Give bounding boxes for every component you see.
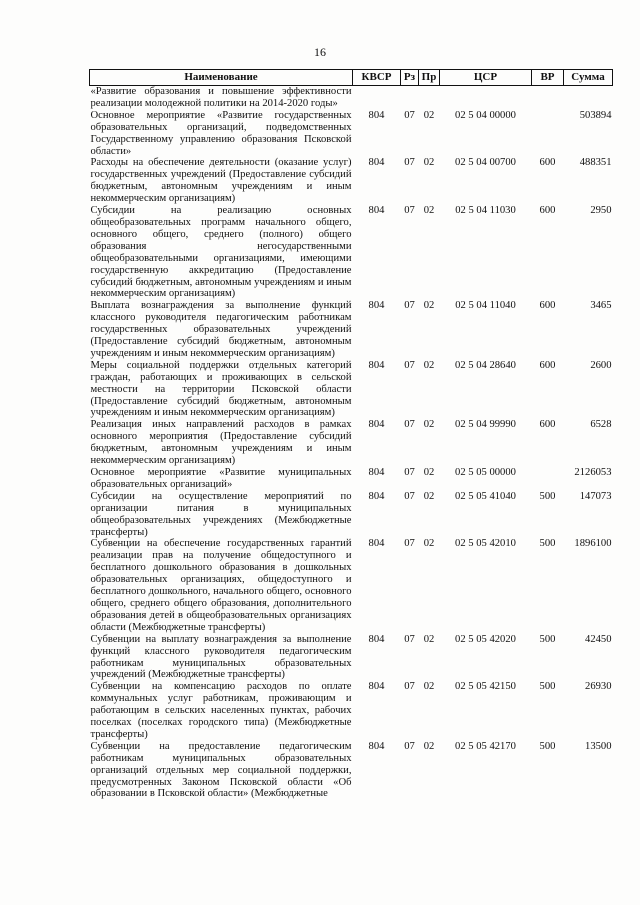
row-csr [440,86,532,110]
row-kvsr: 804 [368,205,385,217]
row-csr: 02 5 04 28640 [455,359,516,371]
row-pr: 02 [423,538,435,550]
table-row [90,205,613,300]
row-rz: 07 [404,467,415,478]
row-vr: 500 [539,681,556,693]
row-kvsr: 804 [368,681,385,693]
row-kvsr [353,86,401,110]
header-rz: Рз [401,70,419,86]
row-rz: 07 [404,109,415,121]
budget-table [89,69,613,800]
table-row [90,634,613,682]
row-sum: 42450 [585,633,612,645]
header-csr: ЦСР [440,70,532,86]
row-csr: 02 5 04 00000 [455,109,516,121]
row-vr: 600 [539,300,556,312]
row-pr: 02 [423,157,435,169]
row-csr: 02 5 04 99990 [455,419,516,431]
row-kvsr: 804 [368,419,385,431]
row-name: Реализация иных направлений расходов в рамках основного мероприятия (Предоставление субсидий бюджетным, автономным учреждениям и иным некоммерческим организациям) [90,419,352,467]
row-rz: 07 [404,205,415,217]
row-vr [532,86,564,110]
row-rz: 07 [404,681,415,693]
row-csr: 02 5 05 42010 [455,538,516,550]
row-csr: 02 5 04 11030 [455,205,516,217]
row-kvsr: 804 [368,359,385,371]
table-row [90,681,613,741]
row-vr [532,110,564,158]
row-sum: 2950 [590,205,612,217]
row-name: «Развитие образования и повышение эффективности реализации молодежной политики на 2014-2020 годы» [90,86,352,109]
row-name: Субвенции на обеспечение государственных гарантий реализации прав на получение общедоступного и бесплатного дошкольного образования в дошкольных образовательных организациях, общедоступного и бесплатного дошкольного, начального общего, основного общего, среднего общего образования, дополнительного образования детей в общеобразовательных организациях области (Межбюджетные трансферты) [90,538,352,633]
row-vr [532,467,564,491]
row-sum: 26930 [585,681,612,693]
row-sum: 1896100 [574,538,612,550]
row-csr: 02 5 05 42170 [455,740,516,752]
row-rz: 07 [404,157,415,169]
header-name: Наименование [90,70,353,86]
header-sum: Сумма [564,70,613,86]
row-vr: 600 [539,359,556,371]
row-sum: 2126053 [574,467,612,478]
row-csr: 02 5 05 42150 [455,681,516,693]
header-pr: Пр [419,70,440,86]
header-kvsr: КВСР [353,70,401,86]
row-sum: 3465 [590,300,612,312]
table-body [90,86,613,801]
header-vr: ВР [532,70,564,86]
row-pr [419,86,440,110]
row-rz [401,86,419,110]
row-csr: 02 5 05 42020 [455,633,516,645]
row-name: Субвенции на предоставление педагогическим работникам муниципальных образовательных организаций отдельных мер социальной поддержки, предусмотренных Законом Псковской области «Об образовании в Псковской области» (Межбюджетные [90,740,352,800]
row-name: Основное мероприятие «Развитие государственных образовательных организаций, подведомственных Государственному управлению образования Псковской области» [90,109,352,157]
row-pr: 02 [423,109,435,121]
row-csr: 02 5 05 00000 [455,467,516,478]
row-vr: 500 [539,490,556,502]
row-vr: 500 [539,740,556,752]
row-name: Субвенции на выплату вознаграждения за выполнение функций классного руководителя педагогическим работникам муниципальных образовательных учреждений (Межбюджетные трансферты) [90,633,352,681]
row-kvsr: 804 [368,157,385,169]
table-row [90,491,613,539]
row-pr: 02 [423,419,435,431]
row-pr: 02 [423,740,435,752]
row-pr: 02 [423,359,435,371]
row-kvsr: 804 [368,467,385,478]
row-kvsr: 804 [368,633,385,645]
row-kvsr: 804 [368,300,385,312]
row-vr: 500 [539,633,556,645]
row-rz: 07 [404,538,415,550]
table-row [90,157,613,205]
row-name: Субсидии на осуществление мероприятий по организации питания в муниципальных общеобразовательных учреждениях (Межбюджетные трансферты) [90,490,352,538]
table-row [90,300,613,360]
row-name: Выплата вознаграждения за выполнение функций классного руководителя педагогическим работникам государственных образовательных учреждений (Предоставление субсидий бюджетным, автономным учреждениям и иным некоммерческим организациям) [90,300,352,359]
row-rz: 07 [404,300,415,312]
row-vr: 500 [539,538,556,550]
row-pr: 02 [423,490,435,502]
row-sum: 488351 [579,157,612,169]
row-sum [564,86,613,110]
row-sum: 147073 [579,490,612,502]
row-name: Субвенции на компенсацию расходов по оплате коммунальных услуг работникам, проживающим и работающим в сельских населенных пунктах, рабочих поселках (поселках городского типа) (Межбюджетные трансферты) [90,681,352,740]
row-vr: 600 [539,157,556,169]
row-rz: 07 [404,633,415,645]
row-name: Расходы на обеспечение деятельности (оказание услуг) государственных учреждений (Предоставление субсидий бюджетным, автономным учреждениям и иным некоммерческим организациям) [90,157,352,205]
table-row [90,538,613,633]
table-row [90,360,613,420]
row-pr: 02 [423,467,435,478]
row-kvsr: 804 [368,740,385,752]
row-kvsr: 804 [368,490,385,502]
row-csr: 02 5 04 11040 [455,300,516,312]
row-sum: 2600 [590,359,612,371]
row-kvsr: 804 [368,109,385,121]
table-row [90,110,613,158]
row-pr: 02 [423,633,435,645]
row-pr: 02 [423,300,435,312]
row-name: Субсидии на реализацию основных общеобразовательных программ начального общего, основного общего, среднего (полного) общего образования негосударственными общеобразовательными организациями, имеющими государственную аккредитацию (Предоставление субсидий бюджетным, автономным учреждениям и иным некоммерческим организациям) [90,205,352,300]
table-row [90,467,613,491]
row-sum: 6528 [590,419,612,431]
row-csr: 02 5 04 00700 [455,157,516,169]
row-rz: 07 [404,359,415,371]
row-kvsr: 804 [368,538,385,550]
row-vr: 600 [539,419,556,431]
row-rz: 07 [404,740,415,752]
row-sum: 503894 [579,109,612,121]
row-pr: 02 [423,681,435,693]
row-sum: 13500 [585,740,612,752]
row-name: Основное мероприятие «Развитие муниципальных образовательных организаций» [90,467,352,490]
row-csr: 02 5 05 41040 [455,490,516,502]
table-header [90,70,613,86]
row-rz: 07 [404,490,415,502]
table-row [90,419,613,467]
page-number: 16 [314,45,326,59]
row-pr: 02 [423,205,435,217]
table-row [90,741,613,801]
table-row [90,86,613,110]
row-name: Меры социальной поддержки отдельных категорий граждан, работающих и проживающих в сельской местности на территории Псковской области (Предоставление субсидий бюджетным, автономным учреждениям и иным некоммерческим организациям) [90,359,352,419]
row-vr: 600 [539,205,556,217]
row-rz: 07 [404,419,415,431]
